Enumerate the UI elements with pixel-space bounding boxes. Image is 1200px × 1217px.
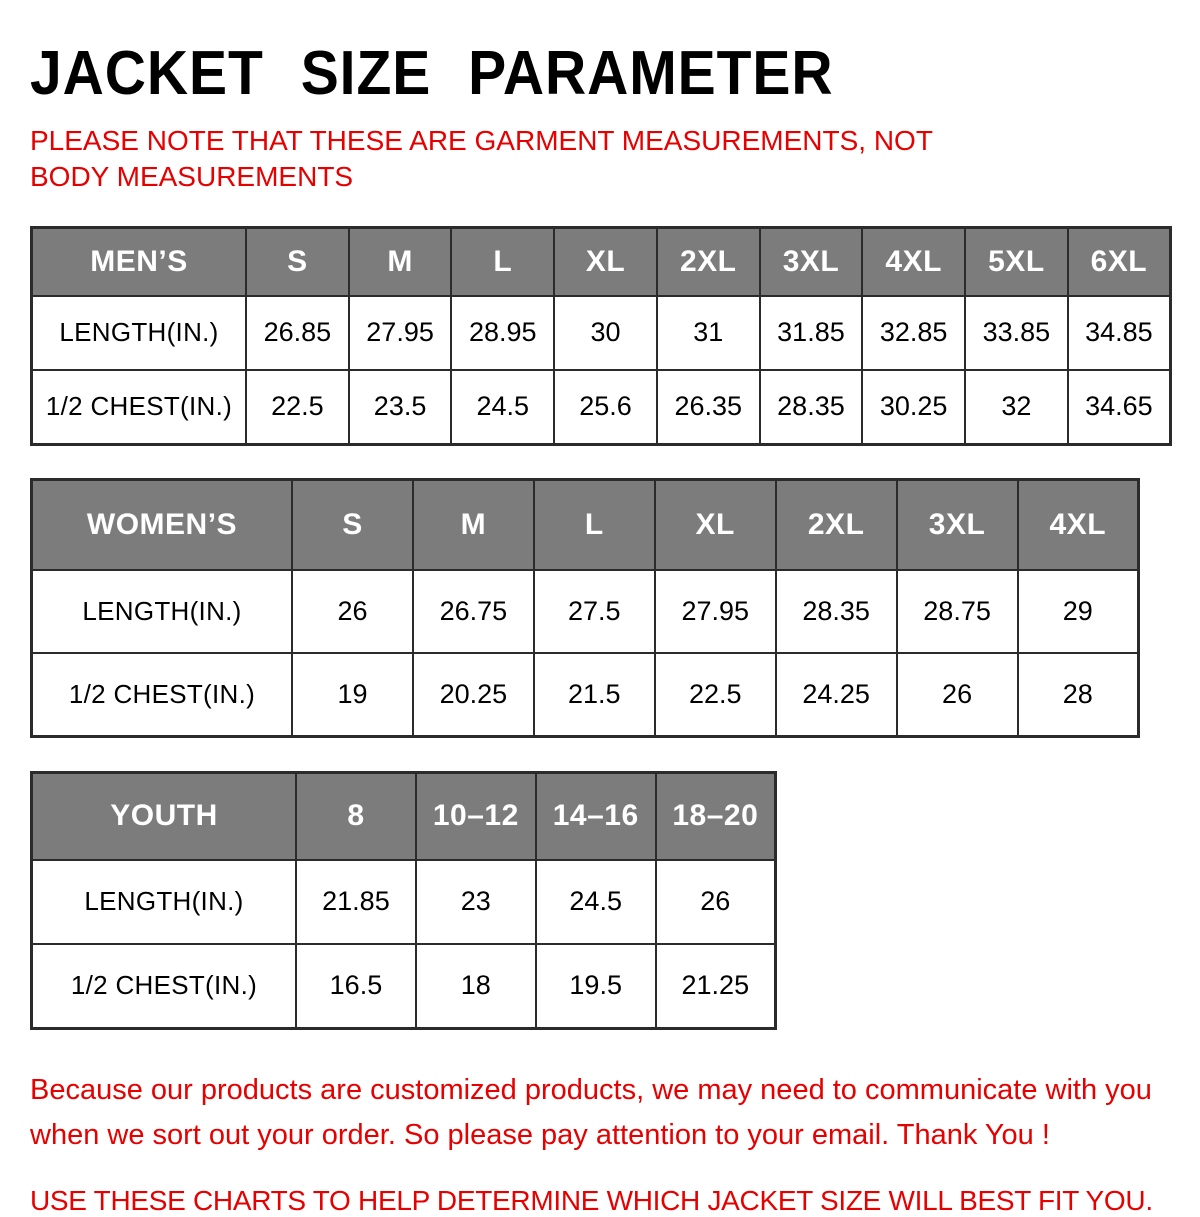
value-cell: 26 <box>656 860 776 944</box>
table-title-cell: WOMEN’S <box>32 479 293 570</box>
womens-table <box>30 478 1140 738</box>
value-cell: 28 <box>1018 653 1139 737</box>
row-label-cell: LENGTH(IN.) <box>32 296 247 370</box>
header-row <box>32 772 776 860</box>
value-cell: 32 <box>965 370 1068 445</box>
value-cell: 26 <box>292 570 413 653</box>
table-row <box>32 570 1139 653</box>
table-row <box>32 296 1171 370</box>
size-header-cell: 3XL <box>760 227 863 296</box>
value-cell: 22.5 <box>246 370 349 445</box>
value-cell: 30.25 <box>862 370 965 445</box>
value-cell: 22.5 <box>655 653 776 737</box>
value-cell: 29 <box>1018 570 1139 653</box>
value-cell: 21.25 <box>656 944 776 1029</box>
row-label-cell: LENGTH(IN.) <box>32 570 293 653</box>
womens-size-table <box>30 478 1172 738</box>
value-cell: 16.5 <box>296 944 416 1029</box>
size-header-cell: M <box>349 227 452 296</box>
size-header-cell: 8 <box>296 772 416 860</box>
header-row <box>32 227 1171 296</box>
size-header-cell: 3XL <box>897 479 1018 570</box>
value-cell: 21.5 <box>534 653 655 737</box>
size-header-cell: M <box>413 479 534 570</box>
customization-notice-line1: Because our products are customized products, we may need to communicate with you <box>30 1073 1152 1106</box>
table-row <box>32 370 1171 445</box>
size-header-cell: 2XL <box>776 479 897 570</box>
row-label-cell: LENGTH(IN.) <box>32 860 297 944</box>
row-label-cell: 1/2 CHEST(IN.) <box>32 944 297 1029</box>
value-cell: 19 <box>292 653 413 737</box>
table-row <box>32 653 1139 737</box>
mens-size-table <box>30 226 1172 446</box>
size-header-cell: S <box>246 227 349 296</box>
value-cell: 28.75 <box>897 570 1018 653</box>
value-cell: 32.85 <box>862 296 965 370</box>
garment-measurement-note: PLEASE NOTE THAT THESE ARE GARMENT MEASUREMENTS, NOT BODY MEASUREMENTS <box>30 125 933 193</box>
value-cell: 24.5 <box>451 370 554 445</box>
value-cell: 24.5 <box>536 860 656 944</box>
size-header-cell: L <box>534 479 655 570</box>
size-header-cell: L <box>451 227 554 296</box>
value-cell: 24.25 <box>776 653 897 737</box>
value-cell: 26.85 <box>246 296 349 370</box>
mens-table <box>30 226 1172 446</box>
value-cell: 27.95 <box>655 570 776 653</box>
value-cell: 19.5 <box>536 944 656 1029</box>
footer-notes <box>30 1068 1172 1217</box>
table-title-cell: YOUTH <box>32 772 297 860</box>
value-cell: 28.35 <box>760 370 863 445</box>
size-header-cell: 10–12 <box>416 772 536 860</box>
value-cell: 20.25 <box>413 653 534 737</box>
value-cell: 34.85 <box>1068 296 1171 370</box>
youth-table <box>30 771 777 1030</box>
value-cell: 23.5 <box>349 370 452 445</box>
value-cell: 26 <box>897 653 1018 737</box>
table-row <box>32 944 776 1029</box>
youth-size-table <box>30 771 1172 1030</box>
page-title: JACKET SIZE PARAMETER <box>30 39 834 108</box>
value-cell: 27.95 <box>349 296 452 370</box>
table-row <box>32 860 776 944</box>
size-header-cell: 5XL <box>965 227 1068 296</box>
value-cell: 26.35 <box>657 370 760 445</box>
value-cell: 18 <box>416 944 536 1029</box>
value-cell: 25.6 <box>554 370 657 445</box>
size-header-cell: S <box>292 479 413 570</box>
customization-notice-line2: when we sort out your order. So please pay attention to your email. Thank You ! <box>30 1118 1050 1151</box>
value-cell: 34.65 <box>1068 370 1171 445</box>
value-cell: 33.85 <box>965 296 1068 370</box>
size-header-cell: 14–16 <box>536 772 656 860</box>
value-cell: 23 <box>416 860 536 944</box>
size-header-cell: XL <box>554 227 657 296</box>
value-cell: 30 <box>554 296 657 370</box>
size-header-cell: 18–20 <box>656 772 776 860</box>
size-header-cell: 4XL <box>862 227 965 296</box>
size-header-cell: 2XL <box>657 227 760 296</box>
size-header-cell: 6XL <box>1068 227 1171 296</box>
size-header-cell: XL <box>655 479 776 570</box>
value-cell: 31 <box>657 296 760 370</box>
value-cell: 31.85 <box>760 296 863 370</box>
size-header-cell: 4XL <box>1018 479 1139 570</box>
row-label-cell: 1/2 CHEST(IN.) <box>32 370 247 445</box>
header-row <box>32 479 1139 570</box>
value-cell: 28.95 <box>451 296 554 370</box>
value-cell: 21.85 <box>296 860 416 944</box>
customization-notice <box>30 1068 1172 1158</box>
value-cell: 26.75 <box>413 570 534 653</box>
table-title-cell: MEN’S <box>32 227 247 296</box>
chart-usage-hint: USE THESE CHARTS TO HELP DETERMINE WHICH JACKET SIZE WILL BEST FIT YOU. <box>30 1184 1153 1216</box>
value-cell: 27.5 <box>534 570 655 653</box>
row-label-cell: 1/2 CHEST(IN.) <box>32 653 293 737</box>
value-cell: 28.35 <box>776 570 897 653</box>
